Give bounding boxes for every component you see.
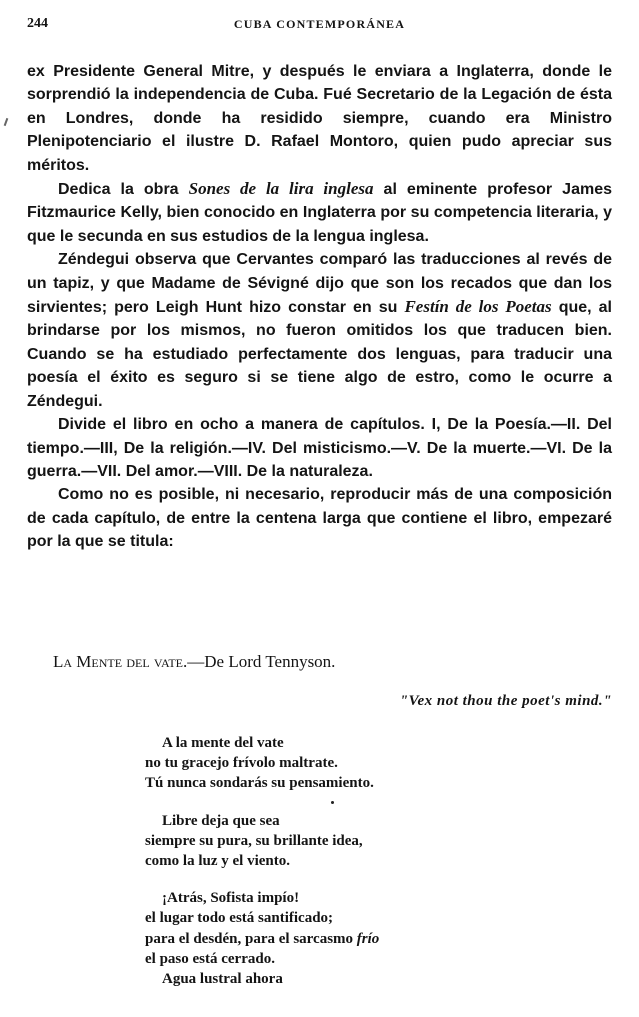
poem-author: —De Lord Tennyson. (187, 652, 336, 671)
stanza-separator-dot (331, 801, 334, 804)
poem-line: ¡Atrás, Sofista impío! (162, 890, 300, 907)
running-title: CUBA CONTEMPORÁNEA (233, 17, 406, 31)
paragraph-5: Como no es posible, ni necesario, reproducir más de una composición de cada capítulo, de entre la centena larga que contiene el libro, empezaré por la que se titula: (27, 486, 612, 551)
poem-line (145, 929, 379, 949)
poem-line: el paso está cerrado. (145, 950, 275, 967)
paragraph-2-book-title: Sones de la lira inglesa (188, 179, 374, 199)
poem-line-italic: frío (356, 930, 380, 947)
page-header (27, 16, 612, 36)
poem-line: no tu gracejo frívolo maltrate. (145, 755, 338, 772)
stanza-2 (145, 811, 379, 872)
paragraph-4: Divide el libro en ocho a manera de capítulos. I, De la Poesía.—II. Del tiempo.—III, De la religión.—IV. Del misticismo.—V. De la muerte.—VI. De la guerra.—VII. Del amor.—VIII. De la naturaleza. (27, 416, 612, 480)
poem-line: siempre su pura, su brillante idea, (145, 832, 363, 849)
poem-heading (53, 652, 335, 672)
poem-line: Libre deja que sea (162, 812, 280, 829)
body-text (27, 60, 612, 554)
paragraph-2-after: al eminente profesor James Fitzmaurice Kelly, bien conocido en Inglaterra por su competencia literaria, y que le secunda en sus estudios de la lengua inglesa. (27, 181, 612, 245)
poem-line: Agua lustral ahora (162, 971, 283, 988)
paragraph-3 (27, 248, 612, 413)
poem-line: el lugar todo está santificado; (145, 910, 334, 927)
paragraph-2-before: Dedica la obra (58, 181, 189, 199)
paragraph-1: ex Presidente General Mitre, y después le enviara a Inglaterra, donde le sorprendió la independencia de Cuba. Fué Secretario de la Legación de ésta en Londres, donde ha residido siempre, cuando era Ministro Plenipotenciario el ilustre D. Rafael Montoro, quien pudo apreciar sus méritos. (27, 63, 612, 174)
paragraph-3-after: que, al brindarse por los mismos, no fueron omitidos los que traducen bien. Cuando se ha estudiado perfectamente dos lenguas, para traducir una poesía el éxito es seguro si se tiene algo de estro, como le ocurre a Zéndegui. (27, 299, 613, 410)
poem-line: A la mente del vate (162, 735, 284, 751)
stanza-3 (145, 888, 379, 989)
poem-line: Tú nunca sondarás su pensamiento. (145, 775, 374, 792)
poem-line: como la luz y el viento. (145, 853, 290, 870)
margin-mark (4, 118, 9, 126)
poem (145, 733, 379, 1006)
page-number: 244 (27, 16, 48, 31)
epigraph: "Vex not thou the poet's mind." (399, 693, 612, 709)
poem-title: La Mente del vate. (53, 652, 188, 671)
paragraph-2 (27, 177, 612, 248)
paragraph-3-before: Zéndegui observa que Cervantes comparó las traducciones al revés de un tapiz, y que Madame de Sévigné dijo que son los recados que dan los sirvientes; pero Leigh Hunt hizo constar en su (27, 251, 612, 317)
paragraph-3-book-title: Festín de los Poetas (404, 297, 552, 317)
stanza-1 (145, 733, 379, 794)
poem-line-text: para el desdén, para el sarcasmo (145, 930, 357, 947)
